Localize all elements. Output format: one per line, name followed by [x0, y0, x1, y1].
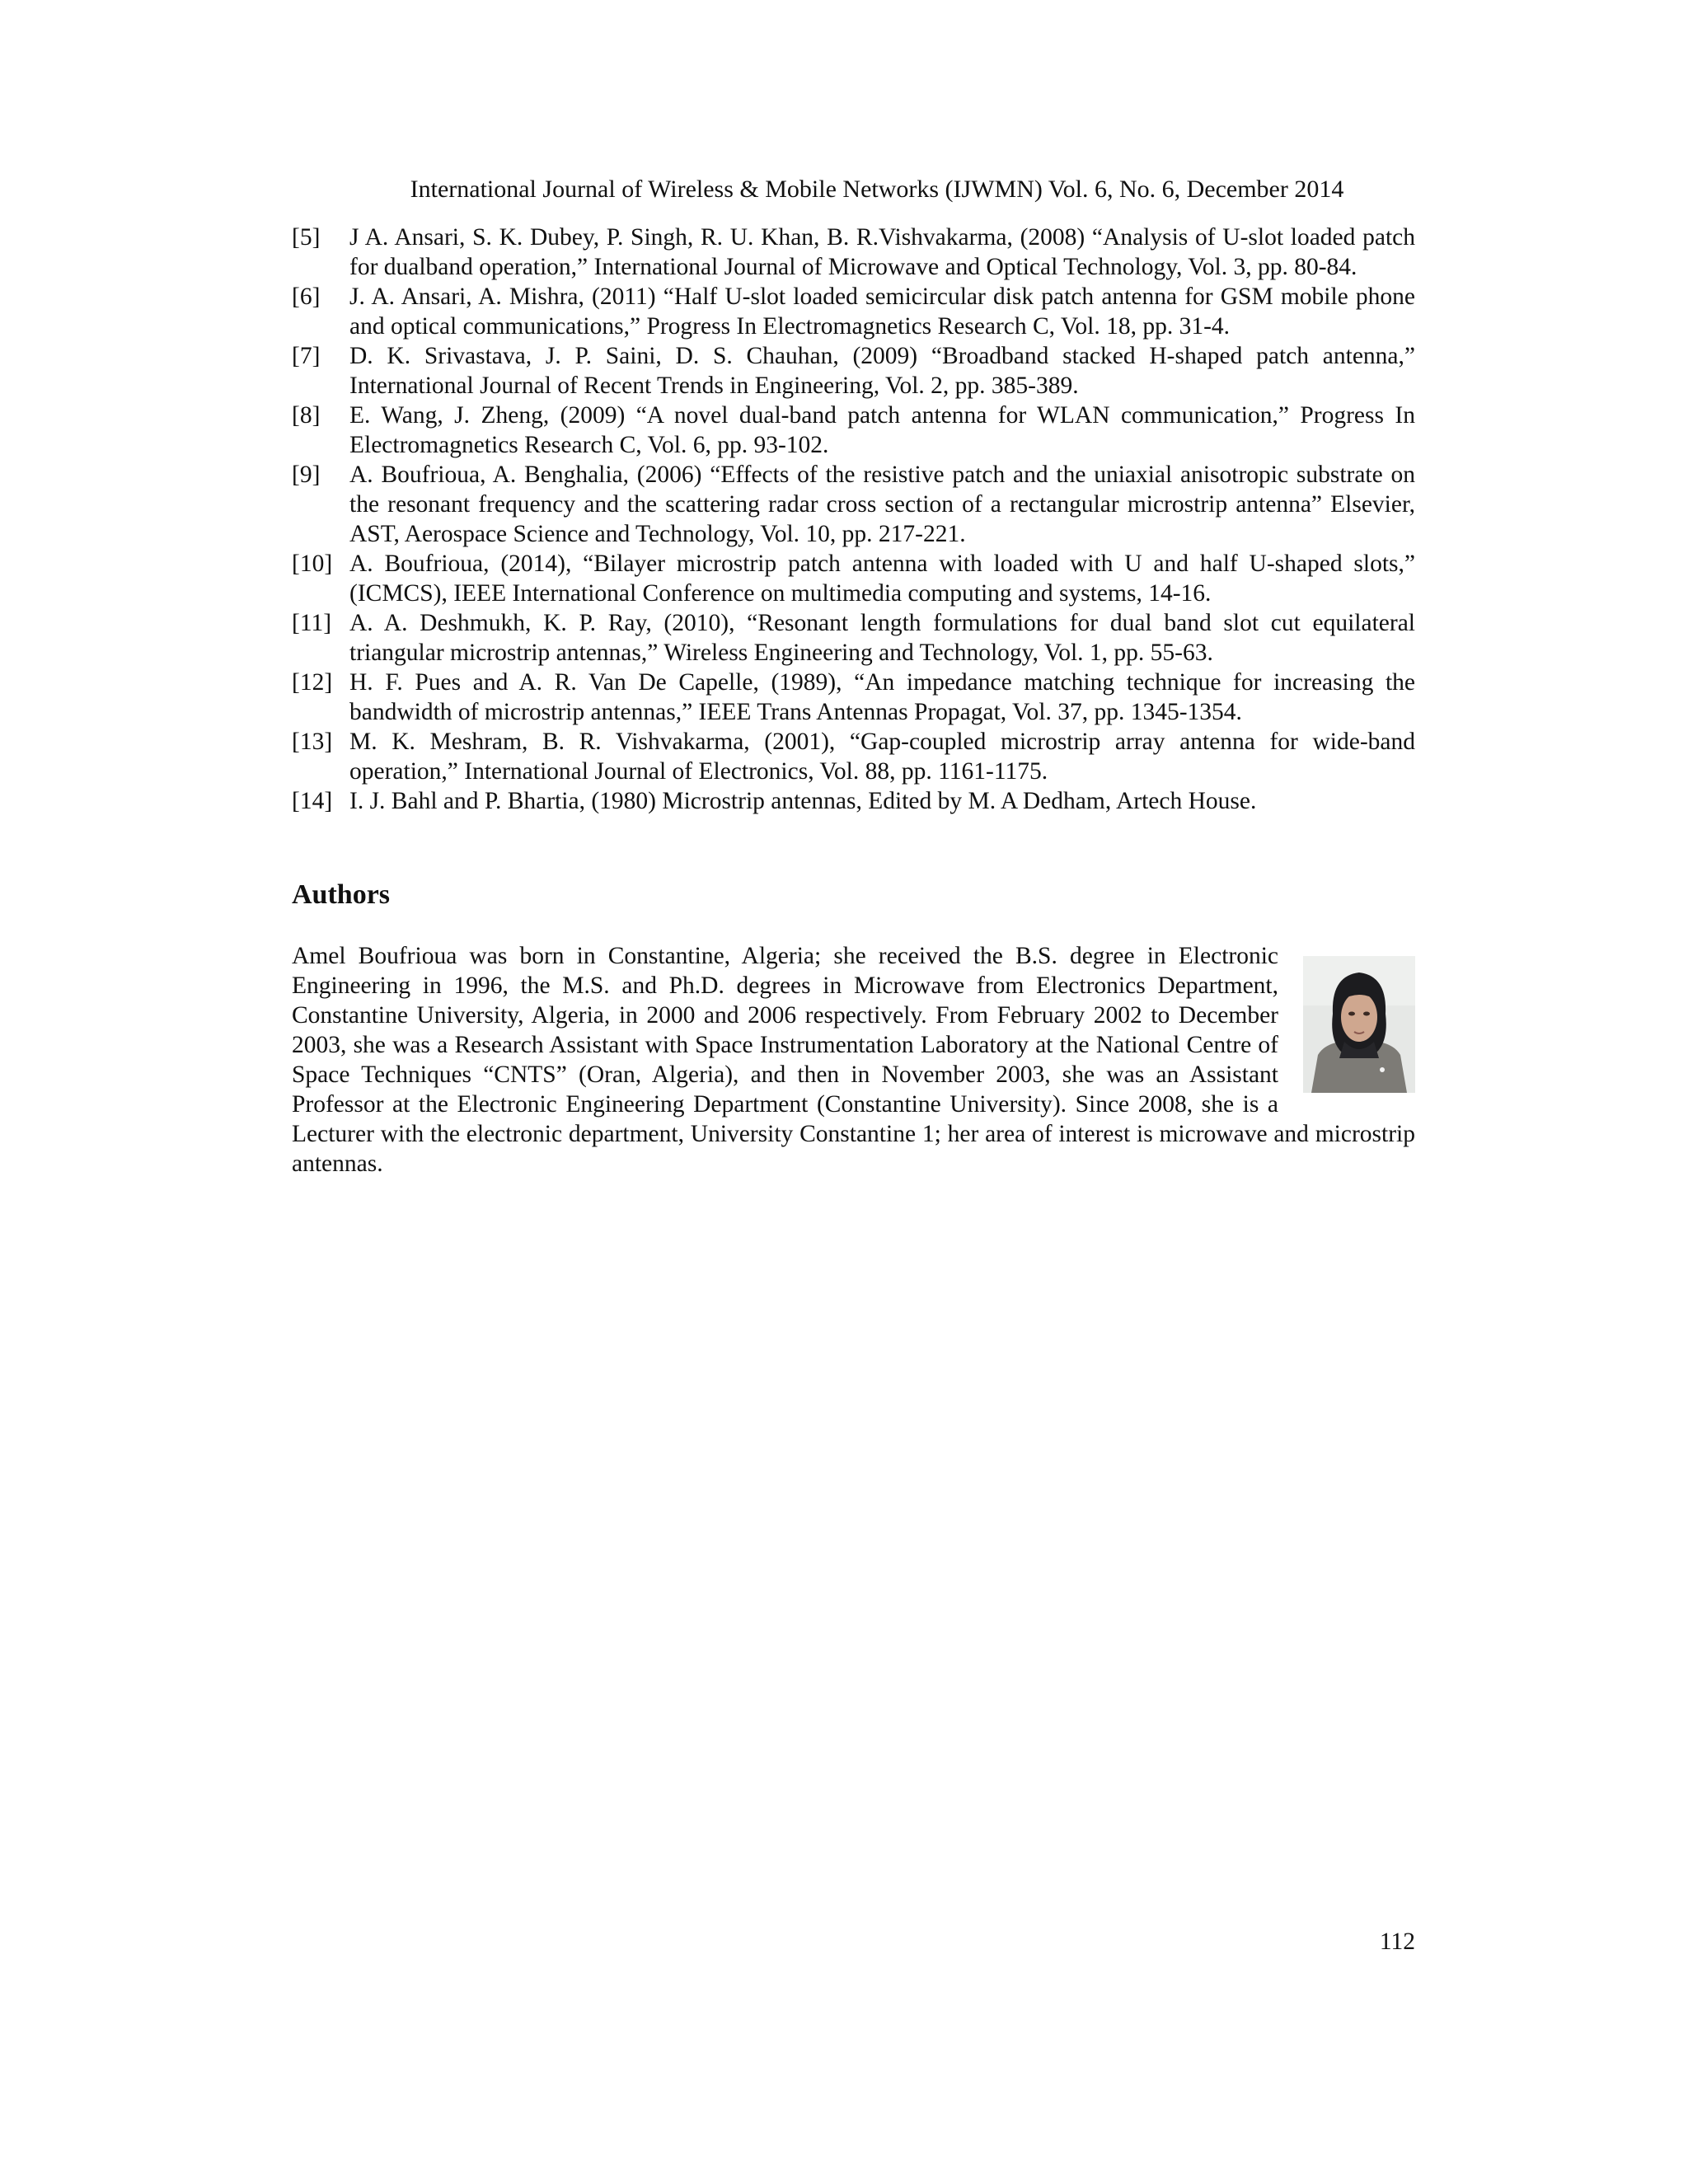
author-bio-text: Amel Boufrioua was born in Constantine, Algeria; she received the B.S. degree in Electronic Engineering in 1996, the M.S. and Ph.D. degrees in Microwave from Electronics Department, Constantine University, Algeria, in 2000 and 2006 respectively. From February 2002 to December 2003, she was a Research Assistant with Space Instrumentation Laboratory at the National Centre of Space Techniques “CNTS” (Oran, Algeria), and then in November 2003, she was an Assistant Professor at the Electronic Engineering Department (Constantine University). Since 2008, she is a Lecturer with the electronic department, University Constantine 1; her area of interest is microwave and microstrip antennas.: [292, 943, 1415, 1177]
reference-number: [9]: [292, 462, 321, 488]
reference-text: I. J. Bahl and P. Bhartia, (1980) Microstrip antennas, Edited by M. A Dedham, Artech House.: [349, 788, 1257, 814]
reference-text: J. A. Ansari, A. Mishra, (2011) “Half U-slot loaded semicircular disk patch antenna for GSM mobile phone and optical communications,” Progress In Electromagnetics Research C, Vol. 18, pp. 31-4.: [349, 284, 1415, 340]
reference-number: [6]: [292, 284, 321, 310]
reference-number: [11]: [292, 610, 332, 636]
reference-list: [292, 223, 1415, 816]
author-portrait-image: [1303, 956, 1415, 1093]
reference-number: [12]: [292, 669, 333, 696]
reference-item: [292, 549, 1415, 608]
reference-text: M. K. Meshram, B. R. Vishvakarma, (2001), “Gap-coupled microstrip array antenna for wide-band operation,” International Journal of Electronics, Vol. 88, pp. 1161-1175.: [349, 729, 1415, 785]
reference-text: H. F. Pues and A. R. Van De Capelle, (1989), “An impedance matching technique for increasing the bandwidth of microstrip antennas,” IEEE Trans Antennas Propagat, Vol. 37, pp. 1345-1354.: [349, 669, 1415, 725]
author-bio: [292, 941, 1415, 1179]
reference-item: [292, 668, 1415, 727]
reference-text: J A. Ansari, S. K. Dubey, P. Singh, R. U. Khan, B. R.Vishvakarma, (2008) “Analysis of U-slot loaded patch for dualband operation,” International Journal of Microwave and Optical Technology, Vol. 3, pp. 80-84.: [349, 224, 1415, 280]
authors-heading: Authors: [292, 879, 391, 910]
reference-number: [7]: [292, 343, 321, 369]
reference-item: [292, 223, 1415, 282]
reference-item: [292, 401, 1415, 460]
reference-item: [292, 727, 1415, 786]
reference-number: [10]: [292, 551, 333, 577]
author-photo: [1303, 956, 1415, 1093]
page-number: 112: [1379, 1929, 1415, 1955]
reference-number: [5]: [292, 224, 321, 251]
reference-text: E. Wang, J. Zheng, (2009) “A novel dual-band patch antenna for WLAN communication,” Progress In Electromagnetics Research C, Vol. 6, pp. 93-102.: [349, 402, 1415, 458]
reference-number: [13]: [292, 729, 333, 755]
reference-item: [292, 282, 1415, 341]
running-header: International Journal of Wireless & Mobile Networks (IJWMN) Vol. 6, No. 6, December 2014: [410, 176, 1344, 203]
reference-text: A. Boufrioua, (2014), “Bilayer microstrip patch antenna with loaded with U and half U-shaped slots,” (ICMCS), IEEE International Conference on multimedia computing and systems, 14-16.: [349, 551, 1415, 607]
reference-number: [8]: [292, 402, 321, 429]
reference-item: [292, 341, 1415, 401]
reference-number: [14]: [292, 788, 333, 814]
reference-text: A. Boufrioua, A. Benghalia, (2006) “Effects of the resistive patch and the uniaxial anisotropic substrate on the resonant frequency and the scattering radar cross section of a rectangular microstrip antenna” Elsevier, AST, Aerospace Science and Technology, Vol. 10, pp. 217-221.: [349, 462, 1415, 547]
reference-item: [292, 608, 1415, 668]
reference-text: A. A. Deshmukh, K. P. Ray, (2010), “Resonant length formulations for dual band slot cut equilateral triangular microstrip antennas,” Wireless Engineering and Technology, Vol. 1, pp. 55-63.: [349, 610, 1415, 666]
reference-text: D. K. Srivastava, J. P. Saini, D. S. Chauhan, (2009) “Broadband stacked H-shaped patch antenna,” International Journal of Recent Trends in Engineering, Vol. 2, pp. 385-389.: [349, 343, 1415, 399]
reference-item: [292, 786, 1415, 816]
reference-item: [292, 460, 1415, 549]
